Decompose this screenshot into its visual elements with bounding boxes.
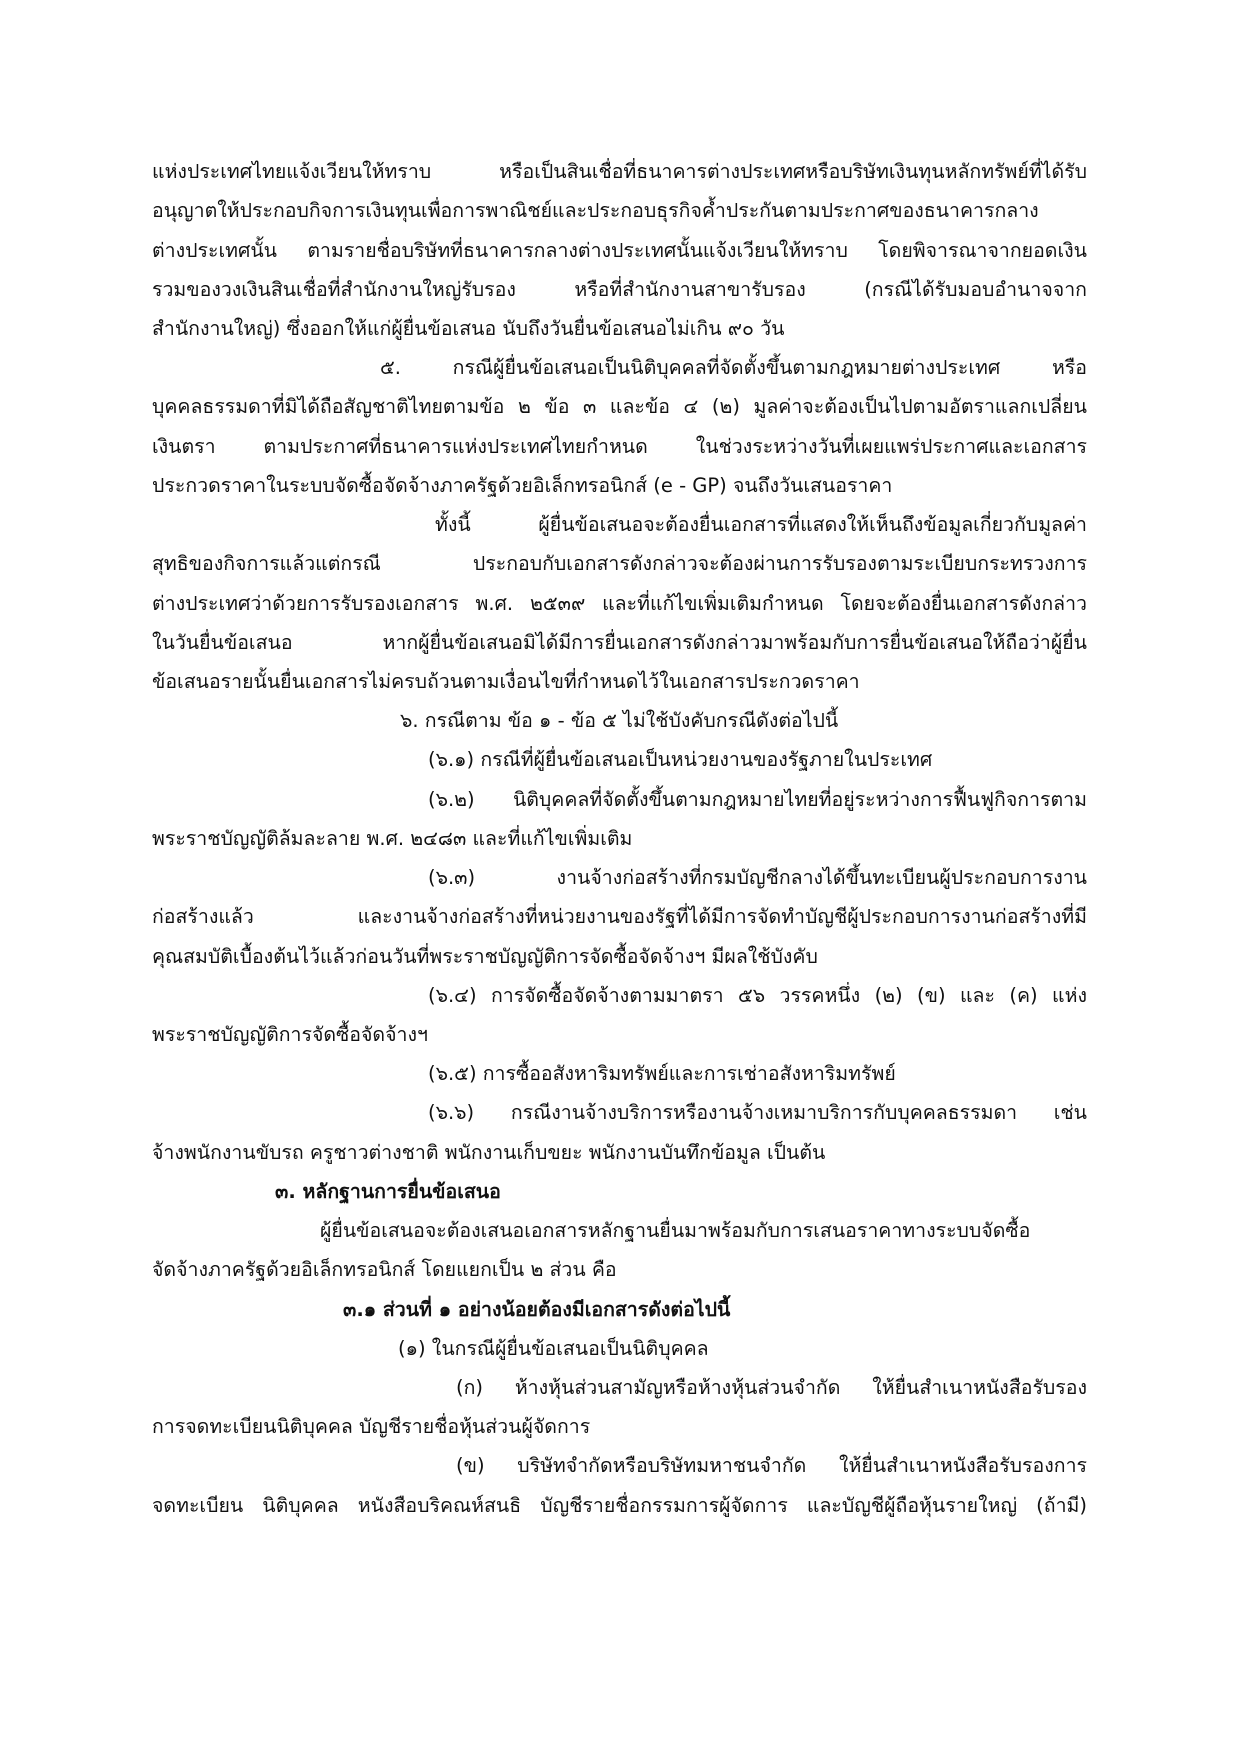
text-line: สุทธิของกิจการแล้วแต่กรณี ประกอบกับเอกสารดังกล่าวจะต้องผ่านการรับรองตามระเบียบกระทรวงการ <box>152 552 1087 575</box>
text-line: (๖.๒) นิติบุคคลที่จัดตั้งขึ้นตามกฎหมายไทยที่อยู่ระหว่างการฟื้นฟูกิจการตาม <box>428 788 1087 811</box>
text-line: การจดทะเบียนนิติบุคคล บัญชีรายชื่อหุ้นส่วนผู้จัดการ <box>152 1415 591 1438</box>
text-line: ข้อเสนอรายนั้นยื่นเอกสารไม่ครบถ้วนตามเงื่อนไขที่กำหนดไว้ในเอกสารประกวดราคา <box>152 670 860 693</box>
text-line: พระราชบัญญัติล้มละลาย พ.ศ. ๒๔๘๓ และที่แก้ไขเพิ่มเติม <box>152 827 633 850</box>
text-line: ๕. กรณีผู้ยื่นข้อเสนอเป็นนิติบุคคลที่จัดตั้งขึ้นตามกฎหมายต่างประเทศ หรือ <box>380 356 1087 379</box>
section-heading: ๓. หลักฐานการยื่นข้อเสนอ <box>275 1180 501 1203</box>
text-line: จัดจ้างภาครัฐด้วยอิเล็กทรอนิกส์ โดยแยกเป็น ๒ ส่วน คือ <box>152 1258 617 1281</box>
text-line: คุณสมบัติเบื้องต้นไว้แล้วก่อนวันที่พระราชบัญญัติการจัดซื้อจัดจ้างฯ มีผลใช้บังคับ <box>152 945 818 968</box>
text-line: ทั้งนี้ ผู้ยื่นข้อเสนอจะต้องยื่นเอกสารที่แสดงให้เห็นถึงข้อมูลเกี่ยวกับมูลค่า <box>435 513 1087 536</box>
text-line: ต่างประเทศนั้น ตามรายชื่อบริษัทที่ธนาคารกลางต่างประเทศนั้นแจ้งเวียนให้ทราบ โดยพิจารณาจากยอดเงิน <box>152 239 1087 262</box>
text-line: ประกวดราคาในระบบจัดซื้อจัดจ้างภาครัฐด้วยอิเล็กทรอนิกส์ (e - GP) จนถึงวันเสนอราคา <box>152 474 893 497</box>
text-line: (๖.๖) กรณีงานจ้างบริการหรืองานจ้างเหมาบริการกับบุคคลธรรมดา เช่น <box>428 1101 1087 1124</box>
text-line: (๖.๕) การซื้ออสังหาริมทรัพย์และการเช่าอสังหาริมทรัพย์ <box>428 1062 896 1085</box>
text-line: ต่างประเทศว่าด้วยการรับรองเอกสาร พ.ศ. ๒๕๓๙ และที่แก้ไขเพิ่มเติมกำหนด โดยจะต้องยื่นเอกสารดังกล่าว <box>152 592 1087 615</box>
text-line: (ก) ห้างหุ้นส่วนสามัญหรือห้างหุ้นส่วนจำกัด ให้ยื่นสำเนาหนังสือรับรอง <box>456 1376 1087 1399</box>
text-line: แห่งประเทศไทยแจ้งเวียนให้ทราบ หรือเป็นสินเชื่อที่ธนาคารต่างประเทศหรือบริษัทเงินทุนหลักทรัพย์ที่ได้รับ <box>152 160 1087 183</box>
text-line: บุคคลธรรมดาที่มิได้ถือสัญชาติไทยตามข้อ ๒ ข้อ ๓ และข้อ ๔ (๒) มูลค่าจะต้องเป็นไปตามอัตราแลกเปลี่ยน <box>152 395 1087 418</box>
text-line: จ้างพนักงานขับรถ ครูชาวต่างชาติ พนักงานเก็บขยะ พนักงานบันทึกข้อมูล เป็นต้น <box>152 1141 826 1164</box>
text-line: สำนักงานใหญ่) ซึ่งออกให้แก่ผู้ยื่นข้อเสนอ นับถึงวันยื่นข้อเสนอไม่เกิน ๙๐ วัน <box>152 317 785 340</box>
text-line: (๖.๔) การจัดซื้อจัดจ้างตามมาตรา ๕๖ วรรคหนึ่ง (๒) (ข) และ (ค) แห่ง <box>428 984 1087 1007</box>
text-line: (๖.๓) งานจ้างก่อสร้างที่กรมบัญชีกลางได้ขึ้นทะเบียนผู้ประกอบการงาน <box>428 866 1087 889</box>
text-line: (๑) ในกรณีผู้ยื่นข้อเสนอเป็นนิติบุคคล <box>398 1337 709 1360</box>
text-line: (ข) บริษัทจำกัดหรือบริษัทมหาชนจำกัด ให้ยื่นสำเนาหนังสือรับรองการ <box>456 1454 1087 1477</box>
text-line: ๖. กรณีตาม ข้อ ๑ - ข้อ ๕ ไม่ใช้บังคับกรณีดังต่อไปนี้ <box>400 709 839 732</box>
text-line: เงินตรา ตามประกาศที่ธนาคารแห่งประเทศไทยกำหนด ในช่วงระหว่างวันที่เผยแพร่ประกาศและเอกสาร <box>152 435 1087 458</box>
text-line: ในวันยื่นข้อเสนอ หากผู้ยื่นข้อเสนอมิได้มีการยื่นเอกสารดังกล่าวมาพร้อมกับการยื่นข้อเสนอให้ถือว่าผู้ยื่น <box>152 631 1087 654</box>
text-line: รวมของวงเงินสินเชื่อที่สำนักงานใหญ่รับรอง หรือที่สำนักงานสาขารับรอง (กรณีได้รับมอบอำนาจจาก <box>152 278 1087 301</box>
text-line: (๖.๑) กรณีที่ผู้ยื่นข้อเสนอเป็นหน่วยงานของรัฐภายในประเทศ <box>428 748 933 771</box>
text-line: จดทะเบียน นิติบุคคล หนังสือบริคณห์สนธิ บัญชีรายชื่อกรรมการผู้จัดการ และบัญชีผู้ถือหุ้นรายใหญ่ (ถ้ามี) <box>152 1494 1087 1517</box>
text-line: ผู้ยื่นข้อเสนอจะต้องเสนอเอกสารหลักฐานยื่นมาพร้อมกับการเสนอราคาทางระบบจัดซื้อ <box>320 1219 1031 1242</box>
text-line: พระราชบัญญัติการจัดซื้อจัดจ้างฯ <box>152 1023 428 1046</box>
text-line: อนุญาตให้ประกอบกิจการเงินทุนเพื่อการพาณิชย์และประกอบธุรกิจค้ำประกันตามประกาศของธนาคารกลาง <box>152 199 1039 222</box>
text-line: ก่อสร้างแล้ว และงานจ้างก่อสร้างที่หน่วยงานของรัฐที่ได้มีการจัดทำบัญชีผู้ประกอบการงานก่อสร้างที่มี <box>152 905 1087 928</box>
subsection-heading: ๓.๑ ส่วนที่ ๑ อย่างน้อยต้องมีเอกสารดังต่อไปนี้ <box>343 1298 731 1321</box>
